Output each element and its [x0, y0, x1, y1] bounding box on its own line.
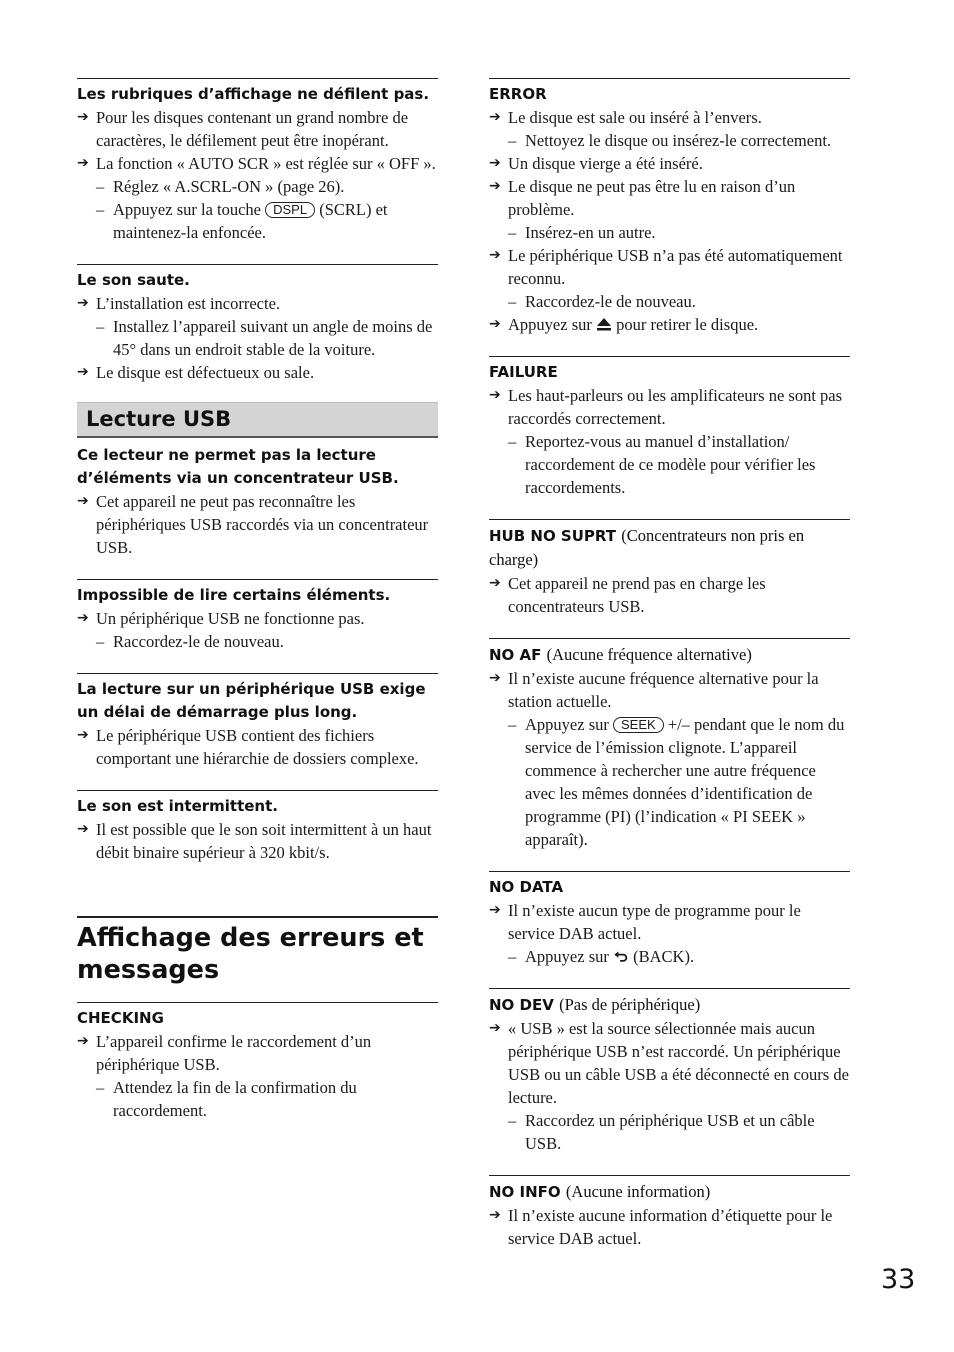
arrow-right-icon: ➔ [489, 155, 501, 171]
sub-item-text: (SCRL) et maintenez-la enfoncée. [113, 200, 388, 242]
sub-item: – Appuyez sur la touche DSPL (SCRL) et maintenez-la enfoncée. [96, 200, 388, 242]
section-no-af [489, 638, 850, 851]
item-text: Le disque est sale ou inséré à l’envers. [508, 108, 762, 127]
eject-icon [596, 317, 612, 331]
section-no-data [489, 871, 850, 968]
section-no-info [489, 1175, 850, 1250]
arrow-right-icon: ➔ [489, 316, 501, 332]
heading-note: (Aucune information) [565, 1182, 711, 1201]
item-text: Les haut-parleurs ou les amplificateurs ne sont pas raccordés correctement. [508, 386, 843, 428]
arrow-right-icon: ➔ [489, 387, 501, 403]
arrow-right-icon: ➔ [489, 109, 501, 125]
list-item [489, 106, 850, 129]
list-item [489, 152, 850, 175]
item-text: Le disque est défectueux ou sale. [96, 363, 315, 382]
list-item [489, 1204, 850, 1250]
seek-key: SEEK [613, 717, 664, 733]
arrow-right-icon: ➔ [489, 670, 501, 686]
list-item [489, 667, 850, 713]
arrow-right-icon: ➔ [77, 364, 89, 380]
heading-code: NO INFO [489, 1183, 561, 1201]
item-text: Pour les disques contenant un grand nombre de caractères, le défilement peut être inopérant. [96, 108, 409, 150]
arrow-right-icon: ➔ [489, 247, 501, 263]
item-text: Un périphérique USB ne fonctionne pas. [96, 609, 365, 628]
item-text: pour retirer le disque. [616, 315, 759, 334]
section-heading: ERROR [489, 85, 547, 103]
item-text: L’appareil confirme le raccordement d’un périphérique USB. [96, 1032, 372, 1074]
section-error [489, 78, 850, 336]
usb-section-title-bar [77, 402, 438, 438]
sub-item: – Insérez-en un autre. [508, 223, 656, 242]
section-heading: Le son est intermittent. [77, 797, 278, 815]
sub-item: – Réglez « A.SCRL-ON » (page 26). [96, 177, 345, 196]
list-item [77, 152, 438, 175]
list-item [489, 384, 850, 430]
section-intermittent [77, 790, 438, 864]
sub-item-text: Reportez-vous au manuel d’installation/ raccordement de ce modèle pour vérifier les raccordements. [525, 432, 816, 497]
section-scroll [77, 78, 438, 244]
arrow-right-icon: ➔ [77, 821, 89, 837]
section-heading: Le son saute. [77, 271, 190, 289]
item-text: Il n’existe aucune fréquence alternative pour la station actuelle. [508, 669, 819, 711]
sub-item: – Appuyez sur (BACK). [508, 947, 695, 966]
sub-item: – Appuyez sur SEEK +/– pendant que le nom du service de l’émission clignote. L’appareil commence à rechercher une autre fréquence avec les mêmes données d’identification de programme (PI) (l’indication « PI SEEK » apparaît). [508, 715, 845, 849]
right-column [489, 78, 850, 1250]
list-item [489, 572, 850, 618]
back-icon [613, 949, 629, 963]
sub-item: – Installez l’appareil suivant un angle de moins de 45° dans un endroit stable de la voiture. [96, 317, 433, 359]
section-hub-no-suprt [489, 519, 850, 618]
left-column [77, 78, 438, 1122]
heading-code: NO AF [489, 646, 542, 664]
sub-item-text: Appuyez sur [525, 947, 609, 966]
section-no-dev [489, 988, 850, 1155]
item-text: Il n’existe aucune information d’étiquette pour le service DAB actuel. [508, 1206, 833, 1248]
list-item [489, 899, 850, 945]
sub-item-text: (BACK). [633, 947, 695, 966]
item-text: Appuyez sur [508, 315, 592, 334]
item-text: Le périphérique USB n’a pas été automatiquement reconnu. [508, 246, 843, 288]
list-item [77, 818, 438, 864]
arrow-right-icon: ➔ [77, 493, 89, 509]
sub-item-text: Attendez la fin de la confirmation du raccordement. [113, 1078, 357, 1120]
arrow-right-icon: ➔ [489, 575, 501, 591]
section-heading: La lecture sur un périphérique USB exige un délai de démarrage plus long. [77, 680, 426, 721]
item-text: La fonction « AUTO SCR » est réglée sur « OFF ». [96, 154, 436, 173]
list-item [489, 175, 850, 221]
arrow-right-icon: ➔ [489, 1207, 501, 1223]
arrow-right-icon: ➔ [77, 1033, 89, 1049]
sub-item: – Raccordez-le de nouveau. [96, 632, 284, 651]
sub-item-text: Appuyez sur [525, 715, 609, 734]
heading-code: NO DEV [489, 996, 554, 1014]
list-item [489, 1017, 850, 1109]
item-text: Le disque ne peut pas être lu en raison d’un problème. [508, 177, 796, 219]
section-heading: Impossible de lire certains éléments. [77, 586, 391, 604]
section-startup-delay [77, 673, 438, 770]
list-item [77, 490, 438, 559]
dspl-key: DSPL [265, 202, 315, 218]
list-item [77, 724, 438, 770]
section-hub [77, 444, 438, 559]
section-heading [489, 643, 850, 667]
list-item [489, 244, 850, 290]
sub-item-text: Nettoyez le disque ou insérez-le correctement. [525, 131, 832, 150]
item-text: Un disque vierge a été inséré. [508, 154, 703, 173]
arrow-right-icon: ➔ [77, 727, 89, 743]
sub-item: – Reportez-vous au manuel d’installation/ raccordement de ce modèle pour vérifier les raccordements. [508, 432, 816, 497]
sub-item-text: Raccordez-le de nouveau. [113, 632, 284, 651]
sub-item-text: Raccordez un périphérique USB et un câble USB. [525, 1111, 815, 1153]
heading-note: (Concentrateurs non pris en charge) [489, 526, 805, 569]
section-heading [489, 524, 850, 572]
arrow-right-icon: ➔ [77, 109, 89, 125]
list-item [77, 1030, 438, 1076]
section-checking [77, 1007, 438, 1122]
section-failure [489, 356, 850, 499]
sub-item-text: Installez l’appareil suivant un angle de moins de 45° dans un endroit stable de la voiture. [113, 317, 433, 359]
item-text: Il est possible que le son soit intermittent à un haut débit binaire supérieur à 320 kbit/s. [96, 820, 432, 862]
errors-section-title: Affichage des erreurs et messages [77, 916, 438, 1003]
section-heading: CHECKING [77, 1009, 164, 1027]
section-heading [489, 1180, 850, 1204]
sub-item-text: Insérez-en un autre. [525, 223, 656, 242]
sub-item: – Attendez la fin de la confirmation du raccordement. [96, 1078, 357, 1120]
list-item [77, 607, 438, 630]
sub-item-text: Appuyez sur la touche [113, 200, 261, 219]
sub-item-text: +/– pendant que le nom du service de l’émission clignote. L’appareil commence à rechercher une autre fréquence avec les mêmes données d’identification de programme (PI) (l’indication « PI SEEK » apparaît). [525, 715, 845, 849]
sub-item: – Raccordez un périphérique USB et un câble USB. [508, 1111, 815, 1153]
section-heading: Ce lecteur ne permet pas la lecture d’éléments via un concentrateur USB. [77, 446, 399, 487]
heading-note: (Pas de périphérique) [559, 995, 701, 1014]
section-unplayable [77, 579, 438, 653]
sub-item: – Nettoyez le disque ou insérez-le correctement. [508, 131, 832, 150]
arrow-right-icon: ➔ [489, 1020, 501, 1036]
page-number: 33 [881, 1264, 916, 1295]
arrow-right-icon: ➔ [77, 610, 89, 626]
arrow-right-icon: ➔ [77, 155, 89, 171]
sub-item-text: Raccordez-le de nouveau. [525, 292, 696, 311]
item-text: Il n’existe aucun type de programme pour le service DAB actuel. [508, 901, 801, 943]
section-heading: FAILURE [489, 363, 558, 381]
section-heading: NO DATA [489, 878, 564, 896]
heading-code: HUB NO SUPRT [489, 527, 617, 545]
sub-item: – Raccordez-le de nouveau. [508, 292, 696, 311]
sub-item-text: Réglez « A.SCRL-ON » (page 26). [113, 177, 345, 196]
section-heading: Les rubriques d’affichage ne défilent pas. [77, 85, 430, 103]
item-text: Cet appareil ne peut pas reconnaître les périphériques USB raccordés via un concentrateur USB. [96, 492, 429, 557]
list-item [77, 292, 438, 315]
heading-note: (Aucune fréquence alternative) [546, 645, 752, 664]
usb-section-title: Lecture USB [86, 407, 232, 431]
item-text: L’installation est incorrecte. [96, 294, 281, 313]
list-item [77, 361, 438, 384]
item-text: Le périphérique USB contient des fichiers comportant une hiérarchie de dossiers complexe. [96, 726, 419, 768]
arrow-right-icon: ➔ [489, 178, 501, 194]
arrow-right-icon: ➔ [489, 902, 501, 918]
arrow-right-icon: ➔ [77, 295, 89, 311]
list-item [77, 106, 438, 152]
section-heading [489, 993, 850, 1017]
item-text: Cet appareil ne prend pas en charge les concentrateurs USB. [508, 574, 766, 616]
list-item [489, 313, 850, 336]
item-text: « USB » est la source sélectionnée mais aucun périphérique USB n’est raccordé. Un périphérique USB ou un câble USB a été déconnecté en cours de lecture. [508, 1019, 849, 1107]
section-sound-skip [77, 264, 438, 384]
